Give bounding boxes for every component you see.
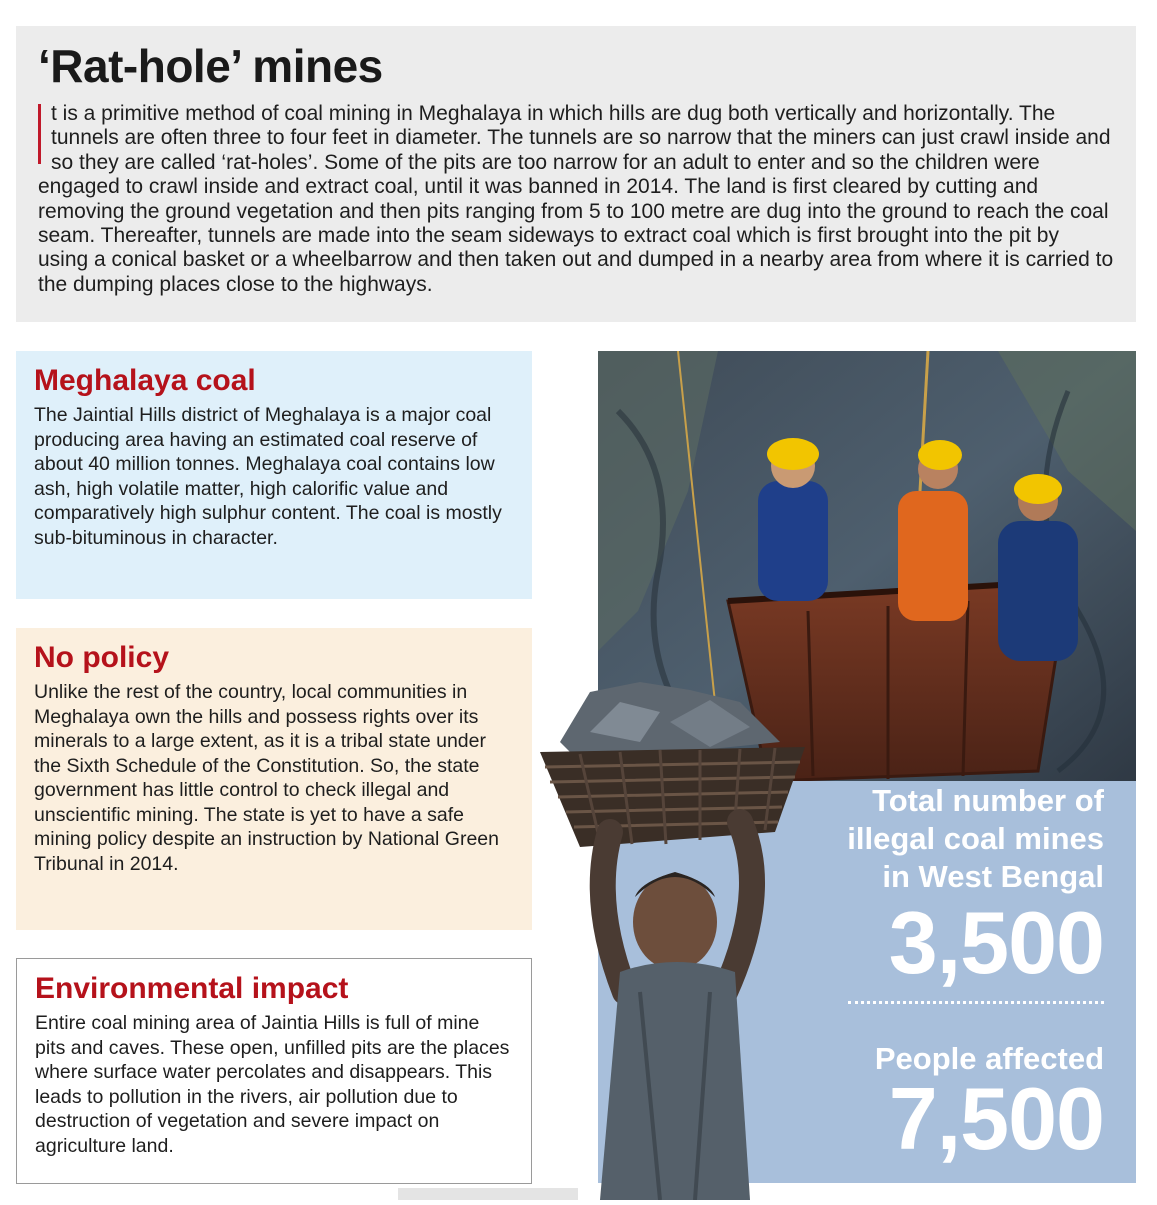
- page-title: ‘Rat-hole’ mines: [38, 40, 383, 92]
- stats-divider: [848, 1001, 1104, 1004]
- no-policy-body: Unlike the rest of the country, local communities in Meghalaya own the hills and possess rights over its minerals to a large extent, as it is a tribal state under the Sixth Schedule of the Constitution. So, the state government has little control to check illegal and unscientific mining. The state is yet to have a safe mining policy despite an instruction by National Green Tribunal in 2014.: [34, 681, 500, 875]
- environmental-impact-heading: Environmental impact: [35, 972, 349, 1005]
- intro-text: [38, 102, 1114, 297]
- environmental-impact-body: Entire coal mining area of Jaintia Hills is full of mine pits and caves. These open, unfilled pits are the places where surface water percolates and disappears. This leads to pollution in the rivers, air pollution due to destruction of vegetation and severe impact on agriculture land.: [35, 1012, 510, 1157]
- meghalaya-coal-section: [16, 351, 532, 599]
- mines-label-line-1: Total number of: [872, 783, 1104, 818]
- meghalaya-coal-body: The Jaintial Hills district of Meghalaya is a major coal producing area having an estimated coal reserve of about 40 million tonnes. Meghalaya coal contains low ash, high volatile matter, high calorific value and comparatively high sulphur content. The coal is mostly sub-bituminous in character.: [34, 404, 502, 549]
- mines-count: 3,500: [888, 893, 1104, 992]
- people-affected-count: 7,500: [888, 1069, 1104, 1168]
- mines-label-line-2: illegal coal mines: [847, 821, 1104, 856]
- coal-carrier-illustration: [520, 672, 820, 1200]
- environmental-impact-section: [16, 958, 532, 1184]
- dropcap-bar: [38, 104, 41, 164]
- intro-body: t is a primitive method of coal mining in Meghalaya in which hills are dug both vertically and horizontally. The tunnels are often three to four feet in diameter. The tunnels are so narrow that the miners can just crawl inside and so they are called ‘rat-holes’. Some of the pits are too narrow for an adult to enter and so the children were engaged to crawl inside and extract coal, until it was banned in 2014. The land is first cleared by cutting and removing the ground vegetation and then pits ranging from 5 to 100 metre are dug into the ground to reach the coal seam. Thereafter, tunnels are made into the seam sideways to extract coal which is first brought into the pit by using a conical basket or a wheelbarrow and then taken out and dumped in a nearby area from where it is carried to the dumping places close to the highways.: [38, 102, 1114, 296]
- intro-panel: [16, 26, 1136, 322]
- mines-label-line-3: in West Bengal: [882, 859, 1104, 894]
- people-affected-label: People affected: [874, 1041, 1104, 1076]
- coal-basket-figure: [520, 672, 820, 1200]
- no-policy-heading: No policy: [34, 641, 170, 674]
- footer-strip: [398, 1188, 578, 1200]
- meghalaya-coal-heading: Meghalaya coal: [34, 364, 256, 397]
- no-policy-section: [16, 628, 532, 930]
